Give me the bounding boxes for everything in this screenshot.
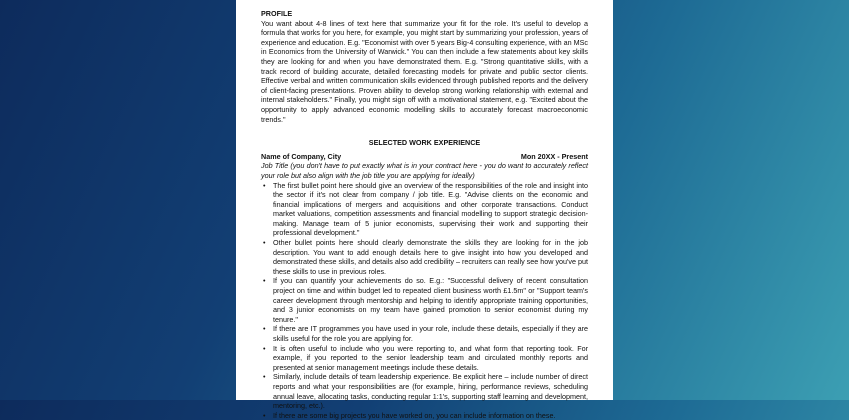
- list-item: • The first bullet point here should give an overview of the responsibilities of the role and insight into the sector if it's not clear from company / job title. E.g. "Advise clients on the economic and financial implications of mergers and acquisitions and other corporate transactions. Conduct market valuations, competition assessments and financial modelling to support strategic decision-making. Manage team of 5 junior economists, supervising their work and supporting their professional development.": [261, 181, 588, 239]
- profile-heading: PROFILE: [261, 9, 588, 19]
- list-item: • If there are some big projects you have worked on, you can include information on these.: [261, 411, 588, 420]
- list-item: • It is often useful to include who you were reporting to, and what form that reporting took. For example, if you reported to the senior leadership team and circulated monthly reports and presented at senior management meetings include these details.: [261, 344, 588, 373]
- company-name: Name of Company, City: [261, 152, 341, 162]
- job-title: Job Title (you don't have to put exactly what is in your contract here - you do want to accurately reflect your role but also align with the job title you are applying for ideally): [261, 161, 588, 180]
- responsibility-list: [261, 181, 588, 420]
- employment-dates: Mon 20XX - Present: [521, 152, 588, 162]
- profile-text: You want about 4-8 lines of text here that summarize your fit for the role. It's useful to develop a formula that works for you here, for example, you might start by summarizing your profession, years of experience and education. E.g. "Economist with over 5 years Big-4 consulting experience, with an MSc in Economics from the University of Warwick." You can then include a few statements about key skills they are looking for and when you have demonstrated them. E.g. "Strong quantitative skills, with a track record of building accurate, detailed forecasting models for private and public sector clients. Effective verbal and written communication skills evidenced through published reports and the delivery of client-facing presentations. Proven ability to develop strong working relationship with external and internal stakeholders." Finally, you might sign off with a motivational statement, e.g. "Excited about the opportunity to apply advanced economic modelling skills to accurately forecast macroeconomic trends.": [261, 19, 588, 125]
- list-item: • If you can quantify your achievements do so. E.g.: "Successful delivery of recent consultation project on time and within budget led to repeated client business worth £1.5m" or "Support team's career development through mentorship and helping to identify appropriate training opportunities, and 3 junior economists on my team have gained promotion to senior economist during my tenure.": [261, 276, 588, 324]
- company-row: [261, 152, 588, 162]
- list-item: • Similarly, include details of team leadership experience. Be explicit here – include number of direct reports and what your responsibilities are (for example, hiring, performance reviews, scheduling annual leave, allocating tasks, conducting regular 1:1's, supporting staff learning and development, mentoring, etc.).: [261, 372, 588, 410]
- list-item: • If there are IT programmes you have used in your role, include these details, especially if they are skills useful for the role you are applying for.: [261, 324, 588, 343]
- resume-page: [236, 0, 613, 400]
- work-experience-heading: SELECTED WORK EXPERIENCE: [261, 138, 588, 148]
- list-item: • Other bullet points here should clearly demonstrate the skills they are looking for in the job description. You want to add enough details here to give insight into how you developed and demonstrated these skills, and details also add credibility – recruiters can really see how you've put these skills to use in previous roles.: [261, 238, 588, 276]
